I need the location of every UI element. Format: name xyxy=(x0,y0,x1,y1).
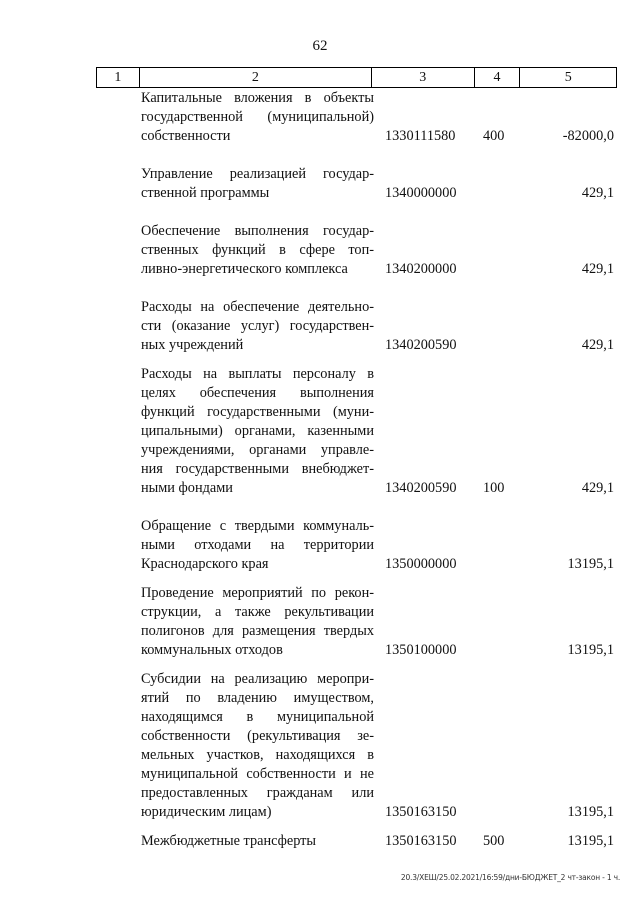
description-line: Проведение мероприятий по рекон- xyxy=(141,585,374,601)
description-line: полигонов для размещения твердых xyxy=(141,623,374,639)
row-code: 1350100000 xyxy=(385,642,457,658)
row-description xyxy=(141,365,374,498)
row-description xyxy=(141,832,374,851)
footer-note: 20.3/ХЕШ/25.02.2021/16:59/дни-БЮДЖЕТ_2 чт-закон - 1 ч. xyxy=(400,873,620,882)
row-amount: 429,1 xyxy=(581,261,614,277)
row-code: 1340200000 xyxy=(385,261,457,277)
row-description xyxy=(141,89,374,146)
description-line: учреждениями, органами управле- xyxy=(141,442,374,458)
row-amount: 429,1 xyxy=(581,185,614,201)
description-line: ния государственными внебюджет- xyxy=(141,461,374,477)
row-code: 1340000000 xyxy=(385,185,457,201)
description-line: Обращение с твердыми коммуналь- xyxy=(141,518,374,534)
description-line: струкции, а также рекультивации xyxy=(141,604,374,620)
row-amount: 13195,1 xyxy=(567,642,614,658)
row-expense-type: 400 xyxy=(483,128,505,144)
description-line: Субсидии на реализацию меропри- xyxy=(141,671,374,687)
description-line: Межбюджетные трансферты xyxy=(141,833,317,849)
description-line: коммунальных отходов xyxy=(141,642,283,658)
row-description xyxy=(141,517,374,574)
row-description xyxy=(141,584,374,660)
row-amount: 429,1 xyxy=(581,337,614,353)
row-amount: 13195,1 xyxy=(567,556,614,572)
row-amount: 429,1 xyxy=(581,480,614,496)
description-line: сти (оказание услуг) государствен- xyxy=(141,318,374,334)
description-line: Краснодарского края xyxy=(141,556,269,572)
description-line: ственной программы xyxy=(141,185,270,201)
description-line: государственной (муниципальной) xyxy=(141,109,374,125)
description-line: Расходы на обеспечение деятельно- xyxy=(141,299,374,315)
description-line: собственности xyxy=(141,128,231,144)
description-line: муниципальной собственности и не xyxy=(141,766,374,782)
row-description xyxy=(141,670,374,822)
row-amount: 13195,1 xyxy=(567,833,614,849)
description-line: собственности (рекультивация зе- xyxy=(141,728,374,744)
description-line: ливно-энергетического комплекса xyxy=(141,261,348,277)
row-description xyxy=(141,298,374,355)
row-expense-type: 100 xyxy=(483,480,505,496)
row-code: 1350000000 xyxy=(385,556,457,572)
row-code: 1340200590 xyxy=(385,480,457,496)
description-line: Управление реализацией государ- xyxy=(141,166,374,182)
row-code: 1340200590 xyxy=(385,337,457,353)
description-line: функций государственными (муни- xyxy=(141,404,374,420)
description-line: предоставленных гражданам или xyxy=(141,785,374,801)
table-header xyxy=(96,67,617,88)
description-line: ятий по владению имуществом, xyxy=(141,690,374,706)
description-line: ными фондами xyxy=(141,480,233,496)
description-line: юридическим лицам) xyxy=(141,804,272,820)
description-line: ных учреждений xyxy=(141,337,244,353)
header-col-3: 3 xyxy=(372,68,475,87)
row-code: 1330111580 xyxy=(385,128,456,144)
description-line: целях обеспечения выполнения xyxy=(141,385,374,401)
header-col-4: 4 xyxy=(475,68,521,87)
description-line: находящимся в муниципальной xyxy=(141,709,374,725)
description-line: ственных функций в сфере топ- xyxy=(141,242,374,258)
header-col-2: 2 xyxy=(140,68,372,87)
description-line: мельных участков, находящихся в xyxy=(141,747,374,763)
row-amount: 13195,1 xyxy=(567,804,614,820)
row-code: 1350163150 xyxy=(385,833,457,849)
row-amount: -82000,0 xyxy=(562,128,614,144)
header-col-5: 5 xyxy=(564,70,572,85)
description-line: Обеспечение выполнения государ- xyxy=(141,223,374,239)
description-line: ципальными) органами, казенными xyxy=(141,423,374,439)
row-description xyxy=(141,222,374,279)
row-expense-type: 500 xyxy=(483,833,505,849)
row-description xyxy=(141,165,374,203)
header-col-1: 1 xyxy=(97,68,140,87)
row-code: 1350163150 xyxy=(385,804,457,820)
description-line: Расходы на выплаты персоналу в xyxy=(141,366,374,382)
page-number: 62 xyxy=(312,38,328,54)
description-line: ными отходами на территории xyxy=(141,537,374,553)
description-line: Капитальные вложения в объекты xyxy=(141,90,374,106)
